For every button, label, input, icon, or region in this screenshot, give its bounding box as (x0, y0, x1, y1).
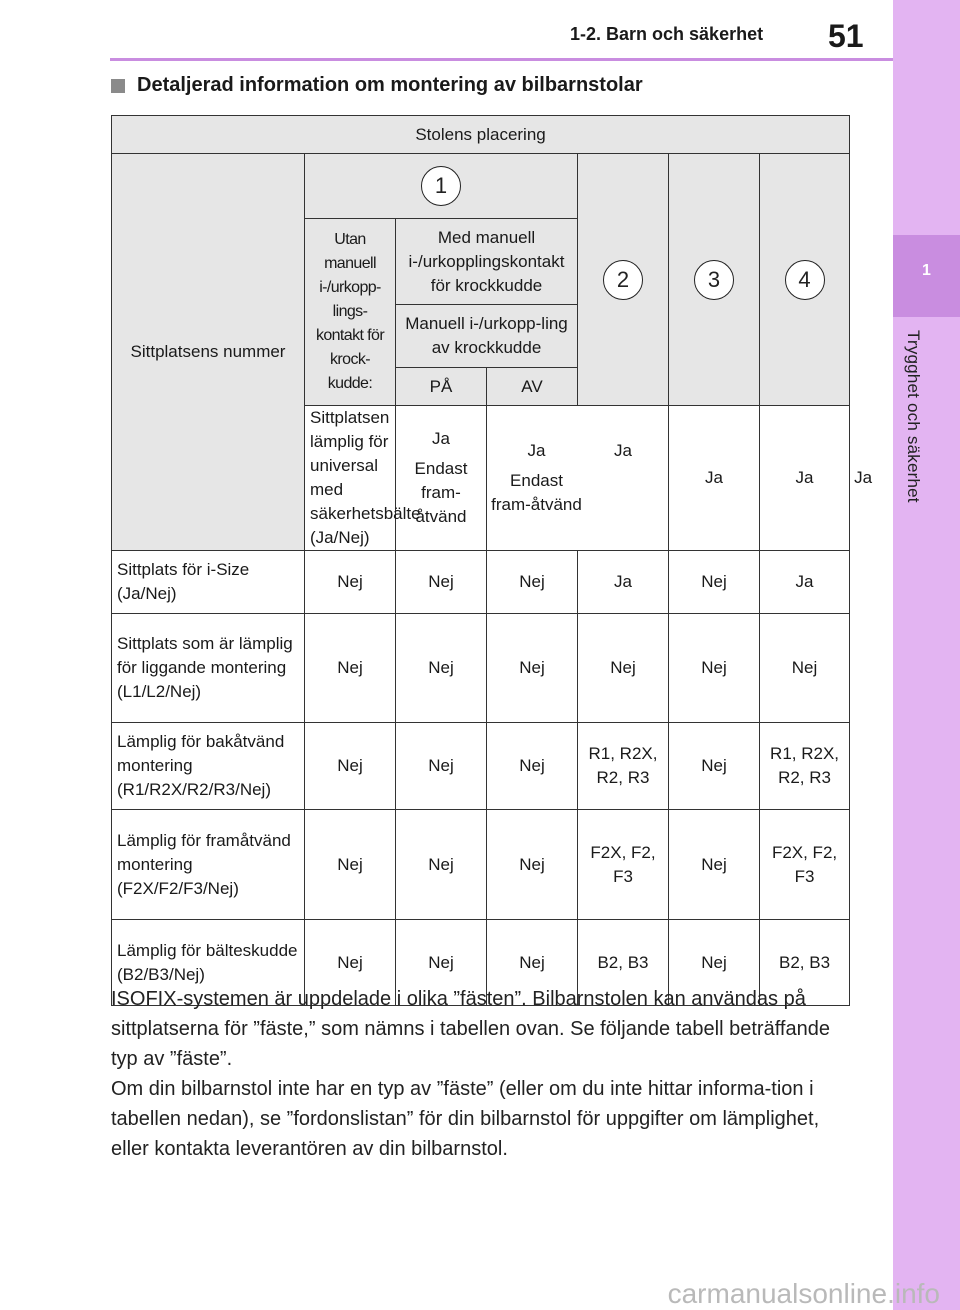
table-cell: Nej (396, 551, 487, 614)
row-label: Sittplatsen lämplig för universal med säkerhetsbälte (Ja/Nej) (305, 406, 396, 551)
body-text (111, 984, 851, 1164)
row-label: Lämplig för framåtvänd montering (F2X/F2/F3/Nej) (112, 810, 305, 920)
table-cell: Nej (396, 810, 487, 920)
table-cell: Nej (305, 614, 396, 723)
seat-number-label: Sittplatsens nummer (112, 154, 305, 551)
airbag-off-header: AV (487, 368, 578, 406)
table-cell: Nej (487, 614, 578, 723)
no-airbag-switch-header: Utan manuell i-/urkopp-lings-kontakt för krock-kudde: (305, 219, 396, 406)
table-row (112, 723, 850, 810)
table-cell: B2, B3 (578, 920, 669, 1006)
table-cell: B2, B3 (760, 920, 850, 1006)
seat-2-header (578, 154, 669, 406)
seat-table (111, 115, 873, 1006)
table-row: Sittplatsen lämplig för universal med säkerhetsbälte (Ja/Nej) Ja Endast fram-åtvänd Ja Endast fram-åtvänd Ja Ja Ja Ja (112, 406, 850, 551)
row-label: Sittplats som är lämplig för liggande montering (L1/L2/Nej) (112, 614, 305, 723)
section-heading-text: Detaljerad information om montering av bilbarnstolar (137, 74, 643, 96)
watermark-text: carmanualsonline.info (667, 1278, 940, 1309)
table-cell: Nej (669, 551, 760, 614)
seat-1-header (305, 154, 578, 219)
section-heading (111, 74, 643, 97)
table-row (112, 614, 850, 723)
body-paragraph-2: Om din bilbarnstol inte har en typ av ”fäste” (eller om du inte hittar informa-tion i tabellen nedan), se ”fordonslistan” för din bilbarnstol för uppgifter om lämplighet, eller kontakta leverantören av din bilbarnstol. (111, 1078, 820, 1160)
table-cell: Ja (760, 551, 850, 614)
table-cell: Nej (396, 920, 487, 1006)
body-paragraph-1: ISOFIX-systemen är uppdelade i olika ”fästen”. Bilbarnstolen kan användas på sittplatserna för ”fäste,” som nämns i tabellen ovan. Se följande tabell beträffande typ av ”fäste”. (111, 988, 830, 1070)
table-cell: Ja (669, 406, 760, 551)
table-cell: Nej (487, 920, 578, 1006)
seat-circle-3: 3 (694, 260, 734, 300)
row-label: Sittplats för i-Size (Ja/Nej) (112, 551, 305, 614)
page-number: 51 (828, 18, 864, 54)
table-cell: Nej (396, 723, 487, 810)
seat-4-header (760, 154, 850, 406)
chapter-label: Trygghet och säkerhet (904, 330, 923, 503)
table-cell: F2X, F2, F3 (760, 810, 850, 920)
with-airbag-switch-header: Med manuell i-/urkopplingskontakt för krockkudde (396, 219, 578, 305)
seat-circle-1: 1 (421, 166, 461, 206)
table-title: Stolens placering (112, 116, 850, 154)
table-cell: Ja Endast fram-åtvänd Ja (487, 406, 669, 551)
table-cell: Nej (487, 551, 578, 614)
seat-circle-4: 4 (785, 260, 825, 300)
table-cell: R1, R2X, R2, R3 (578, 723, 669, 810)
side-bar (893, 0, 960, 1310)
table-cell: Nej (760, 614, 850, 723)
table-cell: R1, R2X, R2, R3 (760, 723, 850, 810)
page-header-title: 1-2. Barn och säkerhet (570, 24, 764, 44)
chapter-number: 1 (922, 262, 931, 279)
table-cell: Ja (760, 406, 850, 551)
table-cell: Nej (487, 810, 578, 920)
airbag-on-header: PÅ (396, 368, 487, 406)
table-cell: Nej (305, 551, 396, 614)
row-label: Lämplig för bälteskudde (B2/B3/Nej) (112, 920, 305, 1006)
table-row (112, 810, 850, 920)
table-cell: Nej (578, 614, 669, 723)
table-cell: Ja Endast fram-åtvänd (396, 406, 487, 551)
table-cell: Nej (669, 920, 760, 1006)
table-cell: Ja (578, 551, 669, 614)
square-bullet-icon (111, 79, 125, 93)
table-cell: Nej (305, 723, 396, 810)
manual-airbag-header: Manuell i-/urkopp-ling av krockkudde (396, 305, 578, 368)
table-row (112, 551, 850, 614)
seat-3-header (669, 154, 760, 406)
table-cell: Nej (305, 920, 396, 1006)
table-cell: Nej (487, 723, 578, 810)
row-label: Lämplig för bakåtvänd montering (R1/R2X/R2/R3/Nej) (112, 723, 305, 810)
header-divider (110, 58, 893, 61)
table-cell: Nej (305, 810, 396, 920)
table-cell: Nej (669, 723, 760, 810)
table-cell: Nej (396, 614, 487, 723)
seat-circle-2: 2 (603, 260, 643, 300)
table-cell: F2X, F2, F3 (578, 810, 669, 920)
table-cell: Nej (669, 614, 760, 723)
table-cell: Nej (669, 810, 760, 920)
